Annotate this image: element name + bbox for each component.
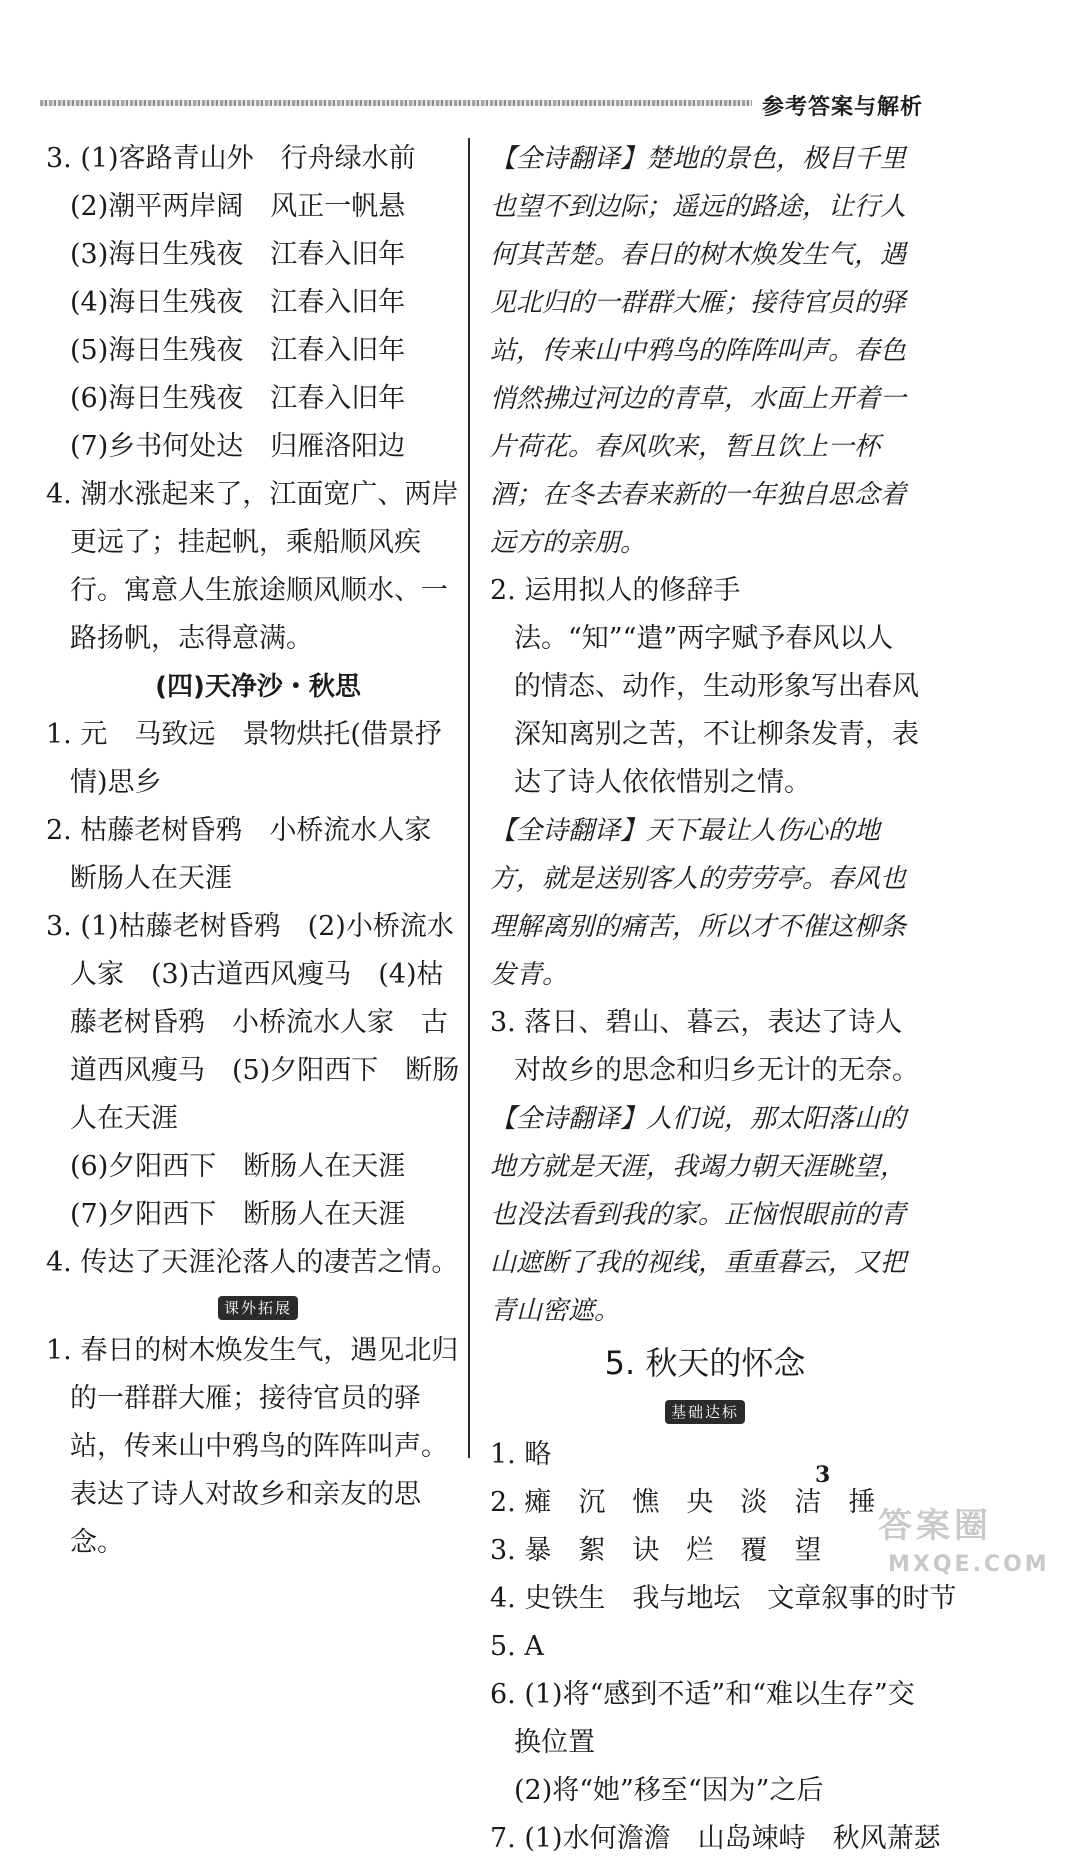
watermark-logo: 答案圈 bbox=[878, 1506, 992, 1546]
answer-line: 断肠人在天涯 bbox=[70, 863, 232, 894]
answer-paragraph: 1. 元 马致远 景物烘托(借景抒情)思乡 bbox=[46, 719, 442, 798]
answer-line: 4. 史铁生 我与地坛 文章叙事的时节 bbox=[490, 1583, 957, 1614]
header-rule bbox=[40, 100, 752, 106]
answer-paragraph: 4. 潮水涨起来了，江面宽广、两岸更远了；挂起帆，乘船顺风疾行。寓意人生旅途顺风顺水、一路扬帆，志得意满。 bbox=[46, 479, 459, 654]
answer-line: 5. A bbox=[490, 1631, 544, 1662]
badge-row bbox=[490, 1391, 920, 1431]
answer-line: (5)海日生残夜 江春入旧年 bbox=[70, 335, 406, 366]
answer-line: (6)夕阳西下 断肠人在天涯 bbox=[70, 1151, 406, 1182]
section-badge: 课外拓展 bbox=[218, 1296, 298, 1320]
watermark-url: MXQE.COM bbox=[888, 1552, 1050, 1577]
answer-paragraph: 1. 春日的树木焕发生气，遇见北归的一群群大雁；接待官员的驿站，传来山中鸦鸟的阵阵叫声。表达了诗人对故乡和亲友的思念。 bbox=[46, 1335, 459, 1558]
answer-line: 7. (1)水何澹澹 山岛竦峙 秋风萧瑟 bbox=[490, 1823, 941, 1854]
answer-line: (6)海日生残夜 江春入旧年 bbox=[70, 383, 406, 414]
answer-paragraph: 3. 落日、碧山、暮云，表达了诗人对故乡的思念和归乡无计的无奈。 bbox=[490, 1007, 919, 1086]
answer-line: (7)乡书何处达 归雁洛阳边 bbox=[70, 431, 406, 462]
answer-line: 3. 暴 絮 诀 烂 覆 望 bbox=[490, 1535, 822, 1566]
left-column bbox=[46, 135, 470, 1567]
chapter-title: 5. 秋天的怀念 bbox=[604, 1344, 806, 1382]
answer-line: 2. 瘫 沉 憔 央 淡 洁 捶 bbox=[490, 1487, 876, 1518]
answer-line: (4)海日生残夜 江春入旧年 bbox=[70, 287, 406, 318]
answer-line: (2)潮平两岸阔 风正一帆悬 bbox=[70, 191, 406, 222]
section-title: (四)天净沙・秋思 bbox=[155, 672, 361, 702]
answer-line: (7)夕阳西下 断肠人在天涯 bbox=[70, 1199, 406, 1230]
answer-line: 1. 略 bbox=[490, 1439, 552, 1470]
answer-line: 4. 传达了天涯沦落人的凄苦之情。 bbox=[46, 1247, 459, 1278]
answer-line: (2)将“她”移至“因为”之后 bbox=[514, 1775, 824, 1806]
page-number: 3 bbox=[815, 1462, 831, 1488]
answer-line: (3)海日生残夜 江春入旧年 bbox=[70, 239, 406, 270]
translation-paragraph: 【全诗翻译】人们说，那太阳落山的地方就是天涯，我竭力朝天涯眺望，也没法看到我的家。正恼恨眼前的青山遮断了我的视线，重重暮云，又把青山密遮。 bbox=[490, 1104, 907, 1326]
badge-row bbox=[46, 1287, 470, 1327]
answer-paragraph: 6. (1)将“感到不适”和“难以生存”交换位置 bbox=[490, 1679, 915, 1758]
translation-paragraph: 【全诗翻译】天下最让人伤心的地方，就是送别客人的劳劳亭。春风也理解离别的痛苦，所以才不催这柳条发青。 bbox=[490, 816, 907, 990]
section-badge: 基础达标 bbox=[665, 1400, 745, 1424]
answer-paragraph: 3. (1)枯藤老树昏鸦 (2)小桥流水人家 (3)古道西风瘦马 (4)枯藤老树昏鸦 小桥流水人家 古道西风瘦马 (5)夕阳西下 断肠人在天涯 bbox=[46, 911, 460, 1134]
answer-paragraph: 2. 运用拟人的修辞手法。“知”“遣”两字赋予春风以人的情态、动作，生动形象写出春风深知离别之苦，不让柳条发青，表达了诗人依依惜别之情。 bbox=[490, 575, 919, 798]
answer-line: 2. 枯藤老树昏鸦 小桥流水人家 bbox=[46, 815, 432, 846]
header-title: 参考答案与解析 bbox=[762, 95, 924, 120]
translation-paragraph: 【全诗翻译】楚地的景色，极目千里也望不到边际；遥远的路途，让行人何其苦楚。春日的树木焕发生气，遇见北归的一群群大雁；接待官员的驿站，传来山中鸦鸟的阵阵叫声。春色悄然拂过河边的青草，水面上开着一片荷花。春风吹来，暂且饮上一杯酒；在冬去春来新的一年独自思念着远方的亲朋。 bbox=[490, 144, 907, 558]
answer-line: 3. (1)客路青山外 行舟绿水前 bbox=[46, 143, 416, 174]
